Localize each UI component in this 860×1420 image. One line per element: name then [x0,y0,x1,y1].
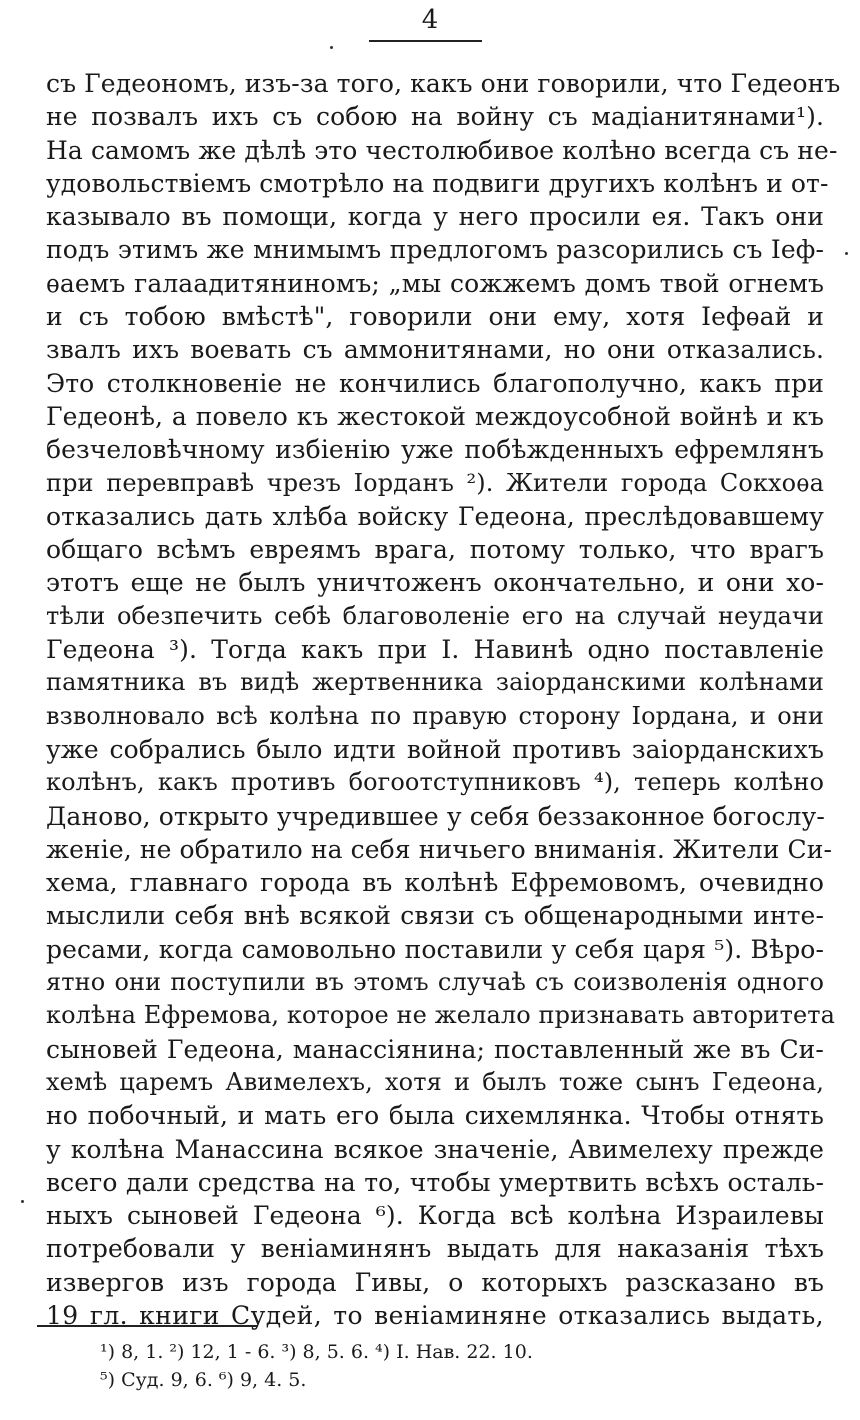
footnotes [100,1338,800,1394]
header-rule [369,40,482,42]
text-line: всего дали средства на то, чтобы умертвить всѣхъ осталь- [46,1167,824,1197]
text-line: 19 гл. книги Судей, то веніаминяне отказались выдать, [46,1300,824,1330]
text-line: хемѣ царемъ Авимелехъ, хотя и былъ тоже сынъ Гедеона, [46,1067,824,1096]
text-line: у колѣна Манассина всякое значеніе, Авимелеху прежде [46,1134,824,1164]
page-number: 4 [421,5,439,35]
text-line: подъ этимъ же мнимымъ предлогомъ разсорились съ Іеф- [46,235,824,265]
print-speck [21,1200,24,1203]
body-text [46,67,841,1332]
text-line: при перевправѣ чрезъ Іорданъ ²). Жители города Сокхоѳа [46,468,824,497]
text-line: тѣли обезпечить себѣ благоволеніе его на случай неудачи [46,601,824,630]
footnote-rule [37,1325,257,1327]
text-line: уже собрались было идти войной противъ заіорданскихъ [46,734,824,764]
text-line: этотъ еще не былъ уничтоженъ окончательно, и они хо- [46,568,824,598]
text-line: ятно они поступили въ этомъ случаѣ съ соизволенія одного [46,968,824,997]
text-line: потребовали у веніаминянъ выдать для наказанія тѣхъ [46,1234,824,1264]
text-line: общаго всѣмъ евреямъ врага, потому только, что врагъ [46,535,824,565]
text-line: сыновей Гедеона, манассіянина; поставленный же въ Си- [46,1034,824,1064]
text-line: звалъ ихъ воевать съ аммонитянами, но они отказались. [46,335,824,365]
text-line: но побочный, и мать его была сихемлянка. Чтобы отнять [46,1101,824,1131]
text-line: хема, главнаго города въ колѣнѣ Ефремовомъ, очевидно [46,868,824,898]
text-line: съ Гедеономъ, изъ-за того, какъ они говорили, что Гедеонъ [46,69,841,98]
text-line: извергов изъ города Гивы, о которыхъ разсказано въ [46,1267,824,1297]
text-line: колѣна Ефремова, которое не желало признавать авторитета [46,1001,836,1030]
text-line: ныхъ сыновей Гедеона ⁶). Когда всѣ колѣна Израилевы [46,1201,824,1231]
text-line: Гедеона ³). Тогда какъ при І. Навинѣ одно поставленіе [46,635,824,665]
text-line: безчеловѣчному избіенію уже побѣжденныхъ ефремлянъ [46,435,824,465]
text-line: колѣнъ, какъ противъ богоотступниковъ ⁴), теперь колѣно [46,768,824,797]
text-line: На самомъ же дѣлѣ это честолюбивое колѣно всегда съ не- [46,135,838,165]
text-line: мыслили себя внѣ всякой связи съ общенародными инте- [46,901,824,931]
text-line: не позвалъ ихъ съ собою на войну съ мадіанитянами¹). [46,102,824,132]
text-line: взволновало всѣ колѣна по правую сторону Іордана, и они [46,701,824,730]
text-line: казывало въ помощи, когда у него просили ея. Такъ они [46,202,824,232]
text-line: удовольствіемъ смотрѣло на подвиги другихъ колѣнъ и от- [46,168,829,198]
text-line: отказались дать хлѣба войску Гедеона, преслѣдовавшему [46,501,824,531]
text-line: Это столкновеніе не кончились благополучно, какъ при [46,368,824,398]
text-line: памятника въ видѣ жертвенника заіорданскими колѣнами [46,668,824,697]
text-line: и съ тобою вмѣстѣ", говорили они ему, хотя Іефѳай и [46,302,824,332]
print-speck [330,46,333,49]
text-line: женіе, не обратило на себя ничьего вниманія. Жители Си- [46,834,833,864]
footnote-line: ⁵) Суд. 9, 6. ⁶) 9, 4. 5. [100,1369,307,1391]
text-line: Гедеонѣ, а повело къ жестокой междоусобной войнѣ и къ [46,401,824,431]
print-speck [845,252,848,255]
text-line: ресами, когда самовольно поставили у себя царя ⁵). Вѣро- [46,934,824,964]
footnote-line: ¹) 8, 1. ²) 12, 1 - 6. ³) 8, 5. 6. ⁴) І. Нав. 22. 10. [100,1341,533,1363]
text-line: ѳаемъ галаадитяниномъ; „мы сожжемъ домъ твой огнемъ [46,268,824,298]
text-line: Даново, открыто учредившее у себя беззаконное богослу- [46,801,825,831]
